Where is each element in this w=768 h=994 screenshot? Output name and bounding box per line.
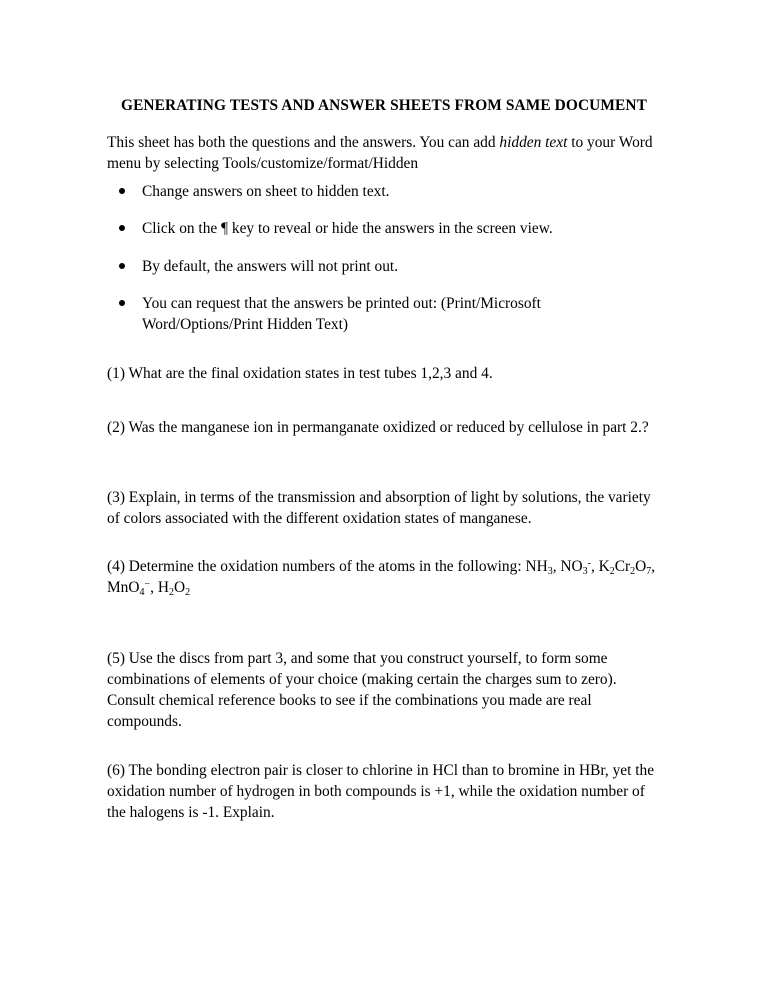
- q4-k: , K: [590, 558, 610, 575]
- q4-h-sub: 2: [168, 587, 174, 598]
- q4-mno: MnO: [107, 579, 140, 596]
- bullet-icon: [119, 225, 125, 231]
- q4-k-sub: 2: [609, 566, 615, 577]
- question-6: (6) The bonding electron pair is closer to chlorine in HCl than to bromine in HBr, yet the oxidation number of hydrogen in both compounds is +1, while the oxidation number of the halogens is -1. Explain.: [107, 762, 655, 821]
- bullet-icon: [119, 188, 125, 194]
- q4-no: , NO: [552, 558, 583, 575]
- bullet-text: Click on the ¶ key to reveal or hide the answers in the screen view.: [142, 220, 553, 237]
- q4-nh-sub: 3: [547, 566, 553, 577]
- q4-o2: O: [173, 579, 186, 596]
- intro-text-before: This sheet has both the questions and the answers. You can add: [107, 134, 500, 151]
- question-1: (1) What are the final oxidation states in test tubes 1,2,3 and 4.: [107, 365, 493, 382]
- q4-nh: NH: [525, 558, 548, 575]
- document-title: GENERATING TESTS AND ANSWER SHEETS FROM SAME DOCUMENT: [121, 97, 647, 114]
- q4-cr-sub: 2: [630, 566, 636, 577]
- q4-comma: ,: [651, 558, 656, 575]
- q4-no-sup: -: [587, 558, 591, 569]
- question-3: (3) Explain, in terms of the transmission and absorption of light by solutions, the variety of colors associated with the different oxidation states of manganese.: [107, 489, 651, 527]
- bullet-icon: [119, 263, 125, 269]
- q4-o: O: [635, 558, 647, 575]
- q4-o2-sub: 2: [185, 587, 191, 598]
- question-5: (5) Use the discs from part 3, and some that you construct yourself, to form some combinations of elements of your choice (making certain the charges sum to zero). Consult chemical reference books to see if the combinations you made are real compounds.: [107, 650, 617, 730]
- q4-o-sub: 7: [646, 566, 652, 577]
- intro-emphasis: hidden text: [499, 134, 568, 151]
- q4-mno-sub: 4: [139, 587, 145, 598]
- q4-h: , H: [150, 579, 169, 596]
- bullet-text: By default, the answers will not print out.: [142, 258, 399, 275]
- intro-text-after: to your Word menu by selecting Tools/customize/format/Hidden: [107, 134, 653, 172]
- q4-cr: Cr: [614, 558, 631, 575]
- bullet-text: Change answers on sheet to hidden text.: [142, 183, 390, 200]
- q4-mno-sup: −: [144, 579, 151, 590]
- question-2: (2) Was the manganese ion in permanganate oxidized or reduced by cellulose in part 2.?: [107, 419, 649, 436]
- bullet-text: You can request that the answers be printed out: (Print/Microsoft Word/Options/Print Hidden Text): [142, 295, 541, 333]
- bullet-icon: [119, 300, 125, 306]
- q4-no-sub: 3: [582, 566, 588, 577]
- q4-lead: (4) Determine the oxidation numbers of the atoms in the following:: [107, 558, 526, 575]
- question-4: [107, 556, 667, 598]
- intro-paragraph: [107, 132, 667, 174]
